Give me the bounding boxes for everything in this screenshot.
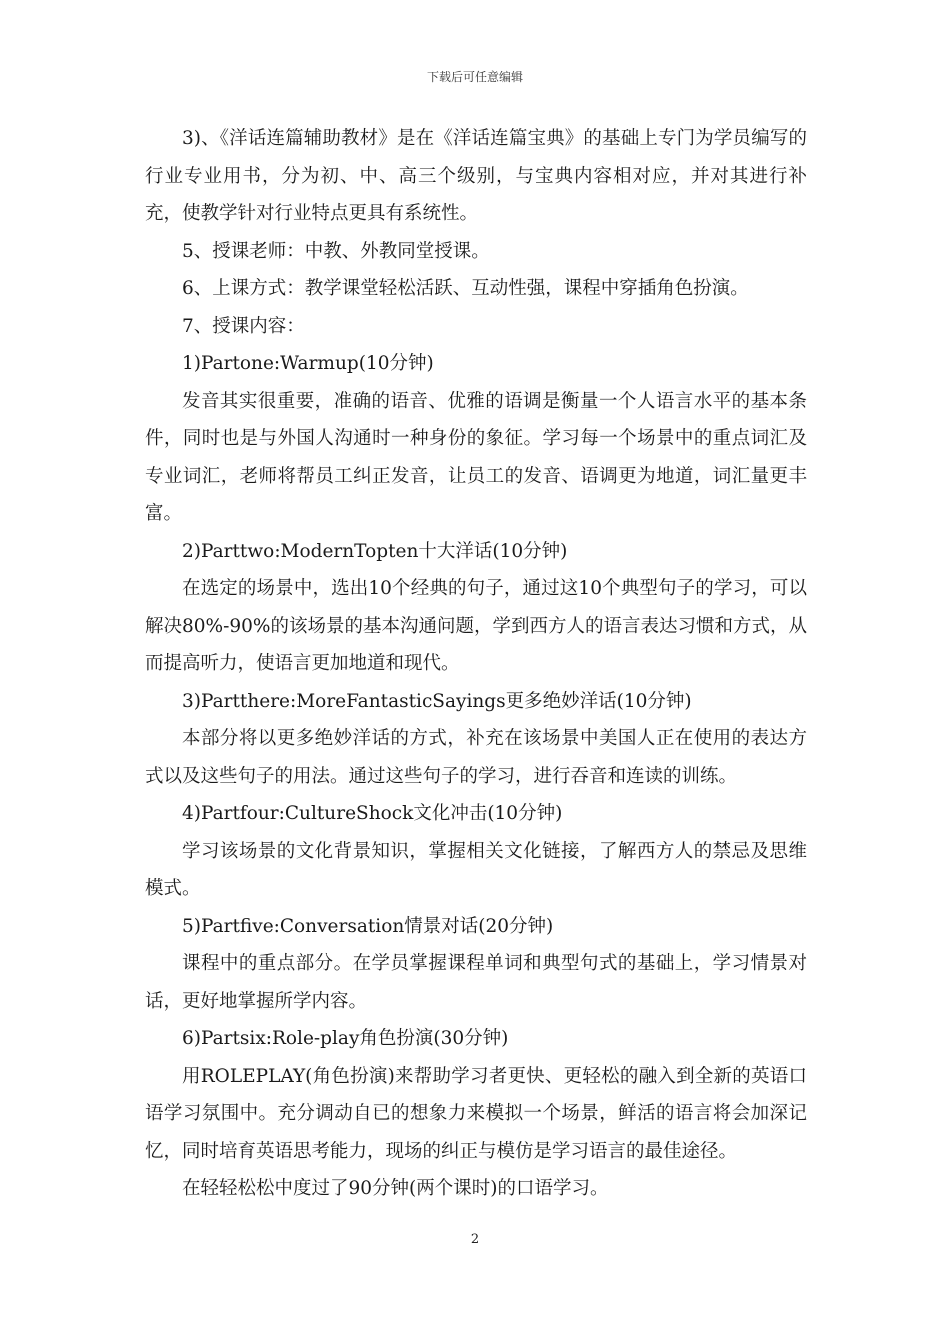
- section-heading: 1)Partone:Warmup(10分钟): [182, 353, 434, 374]
- section-heading: 3)Partthere:MoreFantasticSayings更多绝妙洋话(10分钟): [182, 690, 692, 712]
- paragraph: 在轻轻松松中度过了90分钟(两个课时)的口语学习。: [182, 1178, 609, 1199]
- section-heading: 5)Partfive:Conversation情景对话(20分钟): [182, 915, 554, 937]
- section-heading: 6)Partsix:Role-play角色扮演(30分钟): [182, 1028, 509, 1049]
- document-body: [145, 120, 807, 1208]
- paragraph: 用ROLEPLAY(角色扮演)来帮助学习者更快、更轻松的融入到全新的英语口语学习氛围中。充分调动自已的想象力来模拟一个场景，鲜活的语言将会加深记忆，同时培育英语思考能力，现场的纠正与模仿是学习语言的最佳途径。: [145, 1065, 807, 1162]
- paragraph: 6、上课方式：教学课堂轻松活跃、互动性强，课程中穿插角色扮演。: [182, 278, 749, 299]
- paragraph: 7、授课内容：: [182, 315, 305, 337]
- paragraph: 学习该场景的文化背景知识，掌握相关文化链接，了解西方人的禁忌及思维模式。: [145, 840, 807, 899]
- paragraph: 5、授课老师：中教、外教同堂授课。: [182, 240, 490, 262]
- paragraph: 3)、《洋话连篇辅助教材》是在《洋话连篇宝典》的基础上专门为学员编写的行业专业用书，分为初、中、高三个级别，与宝典内容相对应，并对其进行补充，使教学针对行业特点更具有系统性。: [145, 128, 807, 224]
- section-heading: 4)Partfour:CultureShock文化冲击(10分钟): [182, 803, 563, 824]
- paragraph: 课程中的重点部分。在学员掌握课程单词和典型句式的基础上，学习情景对话，更好地掌握所学内容。: [145, 953, 807, 1012]
- paragraph: 在选定的场景中，选出10个经典的句子，通过这10个典型句子的学习，可以解决80%-90%的该场景的基本沟通问题，学到西方人的语言表达习惯和方式，从而提高听力，使语言更加地道和现代。: [145, 578, 807, 674]
- paragraph: 本部分将以更多绝妙洋话的方式，补充在该场景中美国人正在使用的表达方式以及这些句子的用法。通过这些句子的学习，进行吞音和连读的训练。: [145, 728, 807, 787]
- section-heading: 2)Parttwo:ModernTopten十大洋话(10分钟): [182, 540, 568, 562]
- paragraph: 发音其实很重要，准确的语音、优雅的语调是衡量一个人语言水平的基本条件，同时也是与外国人沟通时一种身份的象征。学习每一个场景中的重点词汇及专业词汇，老师将帮员工纠正发音，让员工的发音、语调更为地道，词汇量更丰富。: [145, 390, 807, 524]
- page-number: 2: [470, 1232, 480, 1247]
- page-header: 下载后可任意编辑: [426, 70, 523, 84]
